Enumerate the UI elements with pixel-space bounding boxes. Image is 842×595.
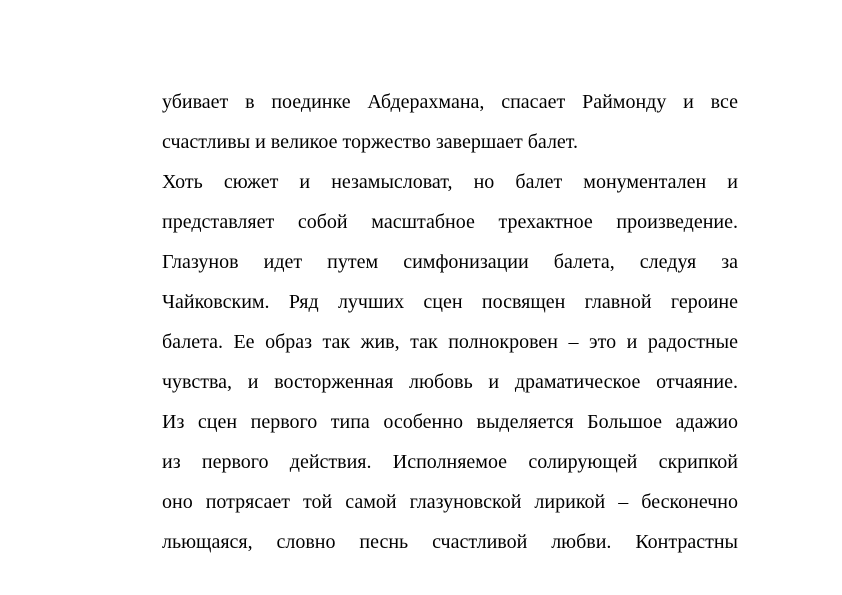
text-line: чувства, и восторженная любовь и драматическое отчаяние. (162, 371, 738, 393)
text-line: представляет собой масштабное трехактное произведение. (162, 211, 738, 233)
text-line: балета. Ее образ так жив, так полнокровен – это и радостные (162, 331, 738, 353)
text-line: убивает в поединке Абдерахмана, спасает Раймонду и все (162, 91, 738, 113)
text-line: Хоть сюжет и незамысловат, но балет монументален и (162, 171, 738, 193)
text-line: счастливы и великое торжество завершает балет. (162, 131, 579, 153)
text-line: из первого действия. Исполняемое солирующей скрипкой (162, 451, 738, 473)
text-line: оно потрясает той самой глазуновской лирикой – бесконечно (162, 491, 738, 513)
text-line: Чайковским. Ряд лучших сцен посвящен главной героине (162, 291, 738, 313)
text-line: льющаяся, словно песнь счастливой любви. Контрастны (162, 531, 738, 553)
body-text (162, 82, 738, 562)
text-line: Глазунов идет путем симфонизации балета, следуя за (162, 251, 738, 273)
text-line: Из сцен первого типа особенно выделяется Большое адажио (162, 411, 738, 433)
